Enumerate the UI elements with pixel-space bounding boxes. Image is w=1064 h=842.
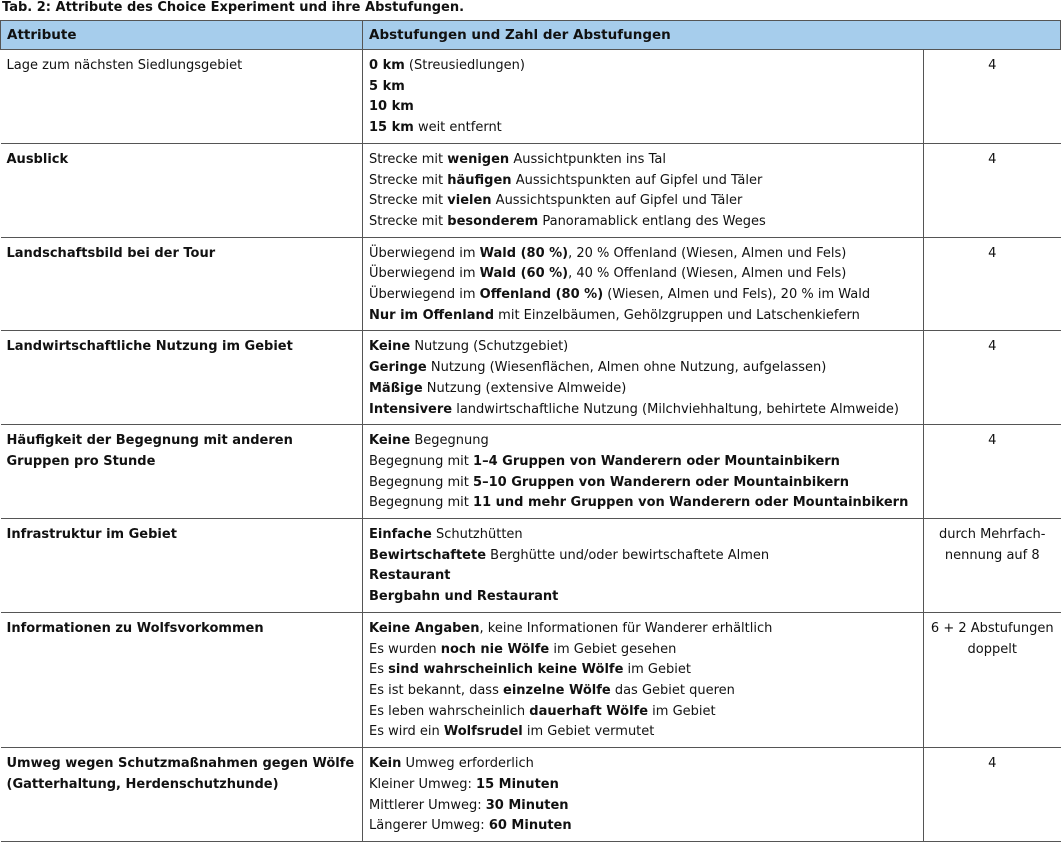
level-text: Schutzhütten [431, 527, 523, 543]
level-text: Nutzung (extensive Almweide) [422, 380, 627, 396]
level-text: Nutzung (Schutzgebiet) [410, 339, 569, 355]
attribute-label: Landwirtschaftliche Nutzung im Gebiet [6, 339, 293, 355]
level-text: im Gebiet gesehen [549, 641, 677, 657]
level-text-bold: 5–10 Gruppen von Wanderern oder Mountainbikern [473, 474, 849, 490]
level-text: landwirtschaftliche Nutzung (Milchviehhaltung, behirtete Almweide) [452, 401, 899, 417]
attribute-cell [1, 612, 363, 747]
level-text: Berghütte und/oder bewirtschaftete Almen [486, 547, 770, 563]
level-line [369, 722, 917, 743]
level-text: weit entfernt [413, 120, 502, 136]
level-text: im Gebiet vermutet [522, 724, 655, 740]
level-text: Begegnung [410, 433, 489, 449]
levels-cell [363, 50, 924, 144]
level-line [369, 337, 917, 358]
attribute-cell [1, 425, 363, 519]
level-text-bold: Wald (60 %) [479, 266, 569, 282]
level-text-bold: 30 Minuten [485, 797, 569, 813]
level-text-bold: 15 Minuten [476, 776, 559, 792]
level-line [369, 546, 917, 567]
attribute-cell [1, 331, 363, 425]
level-text: Begegnung mit [369, 474, 474, 490]
attribute-label: Umweg wegen Schutzmaßnahmen gegen Wölfe (Gatterhaltung, Herdenschutzhunde) [6, 756, 355, 792]
level-line [369, 212, 917, 233]
attribute-cell [1, 237, 363, 331]
attribute-cell [1, 519, 363, 613]
level-text-bold: 5 km [369, 78, 405, 94]
level-text-bold: Keine Angaben [369, 620, 480, 636]
level-text-bold: Intensivere [369, 401, 453, 417]
level-line [369, 473, 917, 494]
level-text-bold: Restaurant [369, 568, 451, 584]
level-text: Aussichtpunkten ins Tal [509, 151, 666, 167]
level-text-bold: Wolfsrudel [443, 724, 523, 740]
level-line [369, 56, 917, 77]
level-text: mit Einzelbäumen, Gehölzgruppen und Latschenkiefern [494, 307, 860, 323]
table-row [1, 748, 1061, 842]
level-text-bold: häufigen [447, 172, 512, 188]
level-text: im Gebiet [648, 703, 716, 719]
level-line [369, 660, 917, 681]
attribute-cell [1, 50, 363, 144]
attribute-cell [1, 748, 363, 842]
level-text-bold: 15 km [369, 120, 414, 136]
level-text: das Gebiet queren [610, 682, 735, 698]
level-text: , 40 % Offenland (Wiesen, Almen und Fels) [568, 266, 847, 282]
level-line [369, 640, 917, 661]
levels-cell [363, 425, 924, 519]
count-cell: durch Mehrfach-nennung auf 8 [924, 519, 1061, 613]
table-row [1, 331, 1061, 425]
attribute-label: Lage zum nächsten Siedlungsgebiet [6, 58, 243, 73]
level-line [369, 285, 917, 306]
level-text-bold: Offenland (80 %) [479, 287, 604, 303]
level-line [369, 681, 917, 702]
level-line [369, 244, 917, 265]
level-text: Nutzung (Wiesenflächen, Almen ohne Nutzung, aufgelassen) [426, 360, 827, 376]
level-line [369, 171, 917, 192]
level-text-bold: 1–4 Gruppen von Wanderern oder Mountainbikern [473, 453, 840, 469]
table-row [1, 425, 1061, 519]
attribute-cell [1, 143, 363, 237]
level-text-bold: Wald (80 %) [479, 245, 569, 261]
level-text-bold: Kein [369, 756, 402, 772]
level-line [369, 702, 917, 723]
level-text-bold: einzelne Wölfe [503, 682, 611, 698]
level-text-bold: Geringe [369, 360, 427, 376]
level-text: Überwiegend im [369, 245, 480, 261]
level-text: Strecke mit [369, 193, 448, 209]
level-line [369, 452, 917, 473]
count-cell: 4 [924, 748, 1061, 842]
level-text: , keine Informationen für Wanderer erhältlich [479, 620, 773, 636]
table-row [1, 237, 1061, 331]
level-text-bold: 11 und mehr Gruppen von Wanderern oder Mountainbikern [473, 495, 909, 511]
levels-cell [363, 143, 924, 237]
level-line [369, 587, 917, 608]
count-cell: 4 [924, 50, 1061, 144]
count-cell: 4 [924, 331, 1061, 425]
table-body [1, 50, 1061, 842]
level-text: (Streusiedlungen) [404, 58, 525, 73]
count-cell: 6 + 2 Abstufungen doppelt [924, 612, 1061, 747]
level-text: im Gebiet [623, 662, 691, 678]
level-text: Überwiegend im [369, 287, 480, 303]
level-text: Mittlerer Umweg: [369, 797, 486, 813]
level-text: Kleiner Umweg: [369, 776, 477, 792]
table-row [1, 143, 1061, 237]
table-row [1, 519, 1061, 613]
level-text-bold: besonderem [447, 213, 539, 229]
level-line [369, 566, 917, 587]
table-header-row [1, 21, 1061, 50]
level-line [369, 525, 917, 546]
level-line [369, 118, 917, 139]
level-line [369, 431, 917, 452]
level-line [369, 306, 917, 327]
level-line [369, 400, 917, 421]
level-text: , 20 % Offenland (Wiesen, Almen und Fels) [568, 245, 847, 261]
level-text-bold: 0 km [369, 58, 405, 73]
level-line [369, 77, 917, 98]
level-text-bold: dauerhaft Wölfe [529, 703, 649, 719]
level-text-bold: Nur im Offenland [369, 307, 495, 323]
attribute-label: Landschaftsbild bei der Tour [6, 245, 216, 261]
attribute-label: Informationen zu Wolfsvorkommen [6, 620, 264, 636]
level-text-bold: Mäßige [369, 380, 423, 396]
level-line [369, 493, 917, 514]
level-line [369, 97, 917, 118]
count-cell: 4 [924, 143, 1061, 237]
level-text: Begegnung mit [369, 453, 474, 469]
header-attribute: Attribute [1, 21, 363, 50]
level-text: (Wiesen, Almen und Fels), 20 % im Wald [603, 287, 871, 303]
count-cell: 4 [924, 237, 1061, 331]
level-text: Strecke mit [369, 213, 448, 229]
level-line [369, 191, 917, 212]
level-text-bold: vielen [447, 193, 492, 209]
level-text-bold: sind wahrscheinlich keine Wölfe [388, 662, 624, 678]
level-line [369, 796, 917, 817]
level-text-bold: noch nie Wölfe [440, 641, 550, 657]
attribute-label: Infrastruktur im Gebiet [6, 527, 177, 543]
levels-cell [363, 519, 924, 613]
levels-cell [363, 237, 924, 331]
level-line [369, 379, 917, 400]
level-line [369, 358, 917, 379]
level-text: Es wurden [369, 641, 441, 657]
levels-cell [363, 612, 924, 747]
level-text: Aussichtspunkten auf Gipfel und Täler [511, 172, 763, 188]
level-text-bold: Keine [369, 433, 411, 449]
level-text: Panoramablick entlang des Weges [538, 213, 766, 229]
attribute-label: Ausblick [6, 151, 69, 167]
level-text: Überwiegend im [369, 266, 480, 282]
level-text-bold: 10 km [369, 99, 414, 115]
level-text-bold: 60 Minuten [488, 818, 572, 834]
attributes-table [0, 20, 1061, 842]
level-line [369, 754, 917, 775]
table-row [1, 612, 1061, 747]
level-text-bold: Einfache [369, 527, 432, 543]
level-text: Es leben wahrscheinlich [369, 703, 530, 719]
header-levels: Abstufungen und Zahl der Abstufungen [363, 21, 1061, 50]
level-text: Es ist bekannt, dass [369, 682, 503, 698]
level-text: Es wird ein [369, 724, 444, 740]
level-line [369, 775, 917, 796]
level-line [369, 619, 917, 640]
level-text: Strecke mit [369, 172, 448, 188]
level-text-bold: Bergbahn und Restaurant [369, 589, 559, 605]
level-line [369, 816, 917, 837]
level-line [369, 264, 917, 285]
count-cell: 4 [924, 425, 1061, 519]
attribute-label: Häufigkeit der Begegnung mit anderen Gruppen pro Stunde [6, 433, 293, 469]
table-row [1, 50, 1061, 144]
level-text: Es [369, 662, 389, 678]
level-text-bold: wenigen [447, 151, 510, 167]
levels-cell [363, 748, 924, 842]
level-text: Umweg erforderlich [401, 756, 534, 772]
level-text-bold: Bewirtschaftete [369, 547, 487, 563]
level-text-bold: Keine [369, 339, 411, 355]
levels-cell [363, 331, 924, 425]
level-text: Begegnung mit [369, 495, 474, 511]
level-line [369, 150, 917, 171]
level-text: Längerer Umweg: [369, 818, 489, 834]
level-text: Strecke mit [369, 151, 448, 167]
table-caption: Tab. 2: Attribute des Choice Experiment und ihre Abstufungen. [2, 0, 465, 15]
level-text: Aussichtspunkten auf Gipfel und Täler [491, 193, 743, 209]
